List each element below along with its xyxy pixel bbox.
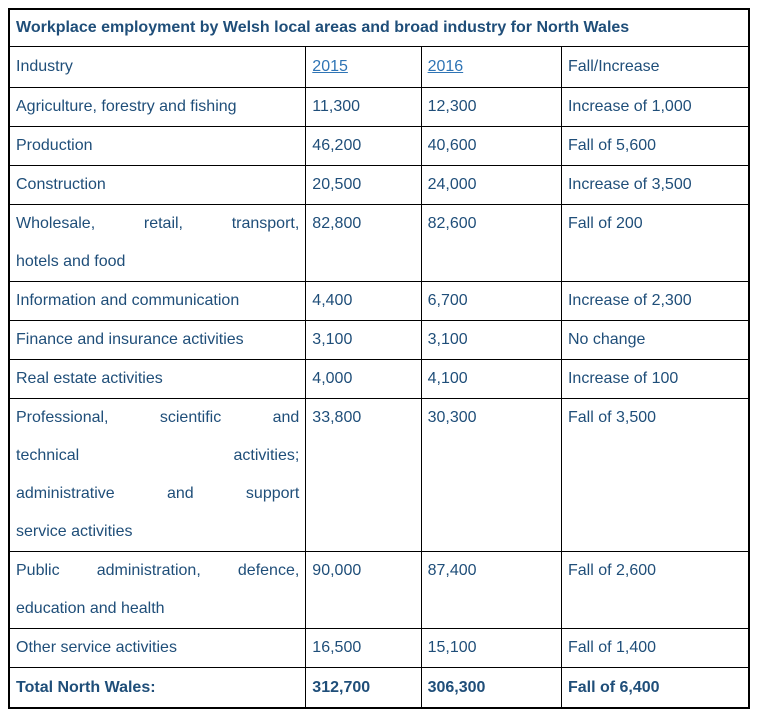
total-label-cell: Total North Wales: <box>9 668 306 709</box>
value-2016-cell: 3,100 <box>421 321 561 360</box>
value-2015-cell: 16,500 <box>306 629 421 668</box>
value-2016-cell: 4,100 <box>421 360 561 399</box>
industry-line: Professional, scientific and <box>16 409 300 426</box>
industry-line: hotels and food <box>16 253 126 270</box>
table-body <box>9 88 749 668</box>
value-2015-cell: 90,000 <box>306 552 421 629</box>
value-2015-cell: 20,500 <box>306 166 421 205</box>
value-2015-cell: 33,800 <box>306 399 421 552</box>
industry-line: Information and communication <box>16 292 240 309</box>
industry-cell <box>9 321 306 360</box>
value-2016-cell: 24,000 <box>421 166 561 205</box>
value-2016-cell: 40,600 <box>421 127 561 166</box>
industry-line: Agriculture, forestry and fishing <box>16 98 237 115</box>
column-header-2016 <box>421 47 561 88</box>
value-2016-cell: 82,600 <box>421 205 561 282</box>
value-2015-cell: 4,400 <box>306 282 421 321</box>
value-2015-cell: 3,100 <box>306 321 421 360</box>
total-2015-cell: 312,700 <box>306 668 421 709</box>
value-2016-cell: 6,700 <box>421 282 561 321</box>
industry-line: Construction <box>16 176 106 193</box>
industry-cell <box>9 205 306 282</box>
table-row <box>9 360 749 399</box>
table-title-row <box>9 9 749 47</box>
value-2015-cell: 11,300 <box>306 88 421 127</box>
change-cell: Fall of 5,600 <box>561 127 749 166</box>
employment-table <box>8 8 750 709</box>
industry-line: Real estate activities <box>16 370 163 387</box>
link-2015[interactable]: 2015 <box>312 58 348 75</box>
table-row <box>9 629 749 668</box>
value-2015-cell: 82,800 <box>306 205 421 282</box>
value-2016-cell: 12,300 <box>421 88 561 127</box>
table-row <box>9 321 749 360</box>
total-row <box>9 668 749 709</box>
change-cell: Fall of 3,500 <box>561 399 749 552</box>
table-row <box>9 282 749 321</box>
table-row <box>9 127 749 166</box>
industry-cell <box>9 127 306 166</box>
total-change-cell: Fall of 6,400 <box>561 668 749 709</box>
table-row <box>9 399 749 552</box>
change-cell: Increase of 2,300 <box>561 282 749 321</box>
table-header-row <box>9 47 749 88</box>
industry-cell <box>9 360 306 399</box>
column-header-fall-increase: Fall/Increase <box>561 47 749 88</box>
industry-line: technical activities; <box>16 447 300 464</box>
column-header-industry: Industry <box>9 47 306 88</box>
industry-line: education and health <box>16 600 165 617</box>
value-2016-cell: 87,400 <box>421 552 561 629</box>
link-2016[interactable]: 2016 <box>427 58 464 75</box>
change-cell: Increase of 3,500 <box>561 166 749 205</box>
change-cell: Fall of 2,600 <box>561 552 749 629</box>
total-2016-cell: 306,300 <box>421 668 561 709</box>
industry-line: service activities <box>16 523 133 540</box>
industry-cell <box>9 399 306 552</box>
column-header-2015 <box>306 47 421 88</box>
change-cell: Fall of 200 <box>561 205 749 282</box>
industry-cell <box>9 552 306 629</box>
industry-cell <box>9 282 306 321</box>
industry-line: Production <box>16 137 93 154</box>
industry-cell <box>9 88 306 127</box>
change-cell: No change <box>561 321 749 360</box>
industry-line: Public administration, defence, <box>16 562 300 579</box>
industry-line: Wholesale, retail, transport, <box>16 215 300 232</box>
change-cell: Increase of 100 <box>561 360 749 399</box>
table-row <box>9 205 749 282</box>
value-2016-cell: 30,300 <box>421 399 561 552</box>
table-row <box>9 166 749 205</box>
industry-line: Other service activities <box>16 639 177 656</box>
value-2015-cell: 4,000 <box>306 360 421 399</box>
industry-cell <box>9 629 306 668</box>
industry-line: administrative and support <box>16 485 300 502</box>
industry-line: Finance and insurance activities <box>16 331 244 348</box>
value-2016-cell: 15,100 <box>421 629 561 668</box>
table-row <box>9 552 749 629</box>
table-row <box>9 88 749 127</box>
industry-cell <box>9 166 306 205</box>
change-cell: Increase of 1,000 <box>561 88 749 127</box>
change-cell: Fall of 1,400 <box>561 629 749 668</box>
page-title: Workplace employment by Welsh local areas and broad industry for North Wales <box>9 9 749 47</box>
value-2015-cell: 46,200 <box>306 127 421 166</box>
